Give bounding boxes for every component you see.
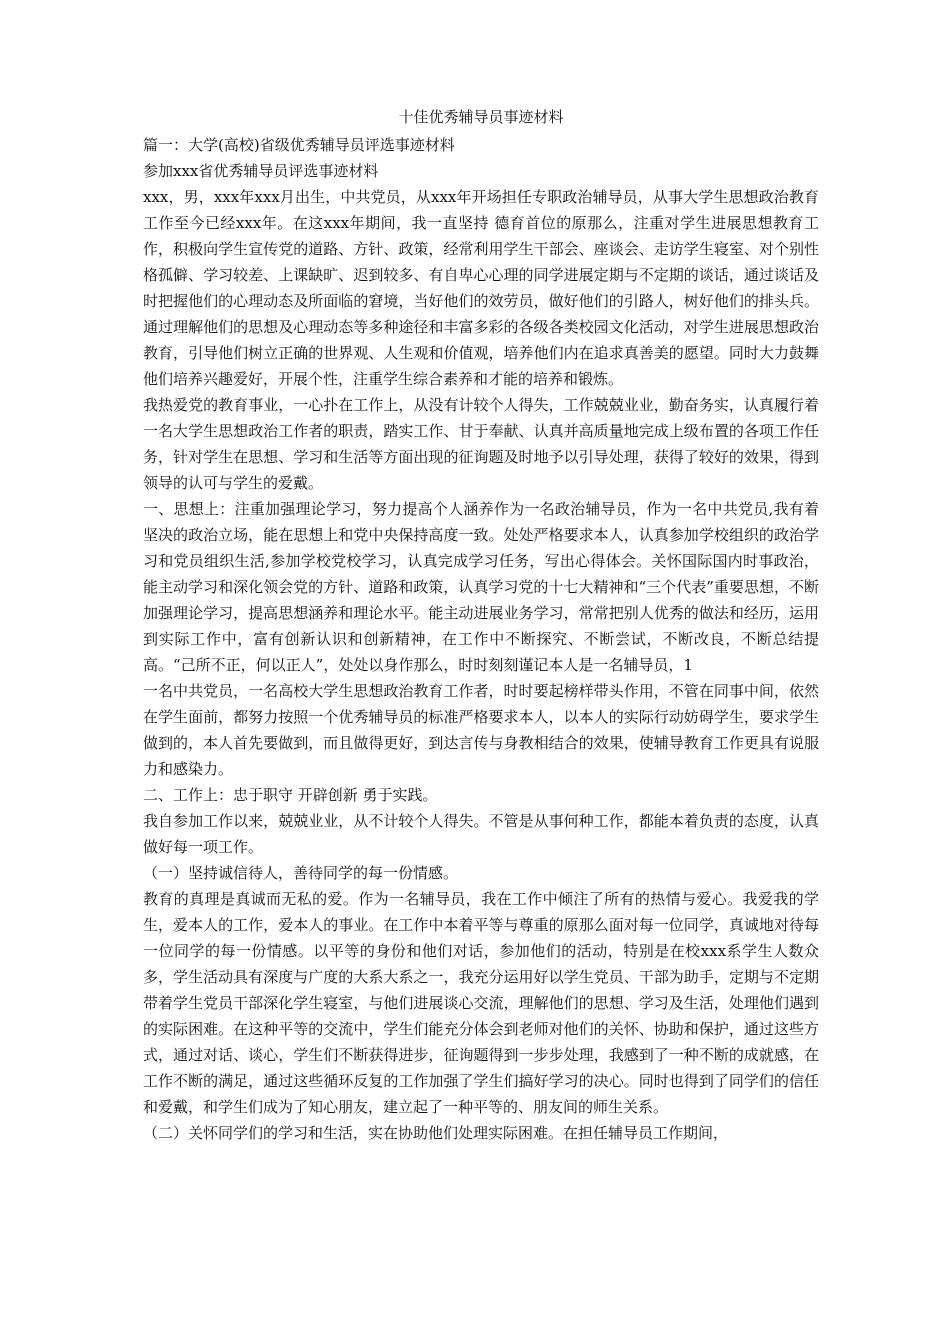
paragraph-subsection-one-heading: （一）坚持诚信待人，善待同学的每一份情感。 <box>143 864 459 882</box>
paragraph-section-thought: 一、思想上：注重加强理论学习，努力提高个人涵养作为一名政治辅导员，作为一名中共党员,我有着坚决的政治立场，能在思想上和党中央保持高度一致。处处严格要求本人，认真参加学校组织的政治学习和党员组织生活,参加学校党校学习，认真完成学习任务，写出心得体会。关怀国际国内时事政治，能主动学习和深化领会党的方针、道路和政策，认真学习党的十七大精神和“三个代表”重要思想，不断加强理论学习，提高思想涵养和理论水平。能主动进展业务学习，常常把别人优秀的做法和经历，运用到实际工作中，富有创新认识和创新精神，在工作中不断探究、不断尝试，不断改良，不断总结提高。“己所不正，何以正人”，处处以身作那么，时时刻刻谨记本人是一名辅导员，1 <box>143 500 819 674</box>
paragraph-work-attitude: 我自参加工作以来，兢兢业业，从不计较个人得失。不管是从事何种工作，都能本着负责的态度，认真做好每一项工作。 <box>143 812 819 856</box>
paragraph-intro: xxx，男，xxx年xxx月出生，中共党员，从xxx年开场担任专职政治辅导员，从事大学生思想政治教育工作至今已经xxx年。在这xxx年期间，我一直坚持 德育首位的原那么，注重对学生进展思想教育工作，积极向学生宣传党的道路、方针、政策，经常利用学生干部会、座谈会、走访学生寝室、对个别性格孤僻、学习较差、上课缺旷、迟到较多、有自卑心心理的同学进展定期与不定期的谈话，通过谈话及时把握他们的心理动态及所面临的窘境，当好他们的效劳员，做好他们的引路人，树好他们的排头兵。通过理解他们的思想及心理动态等多种途径和丰富多彩的各级各类校园文化活动，对学生进展思想政治教育，引导他们树立正确的世界观、人生观和价值观，培养他们内在追求真善美的愿望。同时大力鼓舞他们培养兴趣爱好，开展个性，注重学生综合素养和才能的培养和锻炼。 <box>143 188 819 388</box>
paragraph-sincere-love: 教育的真理是真诚而无私的爱。作为一名辅导员，我在工作中倾注了所有的热情与爱心。我爱我的学生，爱本人的工作，爱本人的事业。在工作中本着平等与尊重的原那么面对每一位同学，真诚地对待每一位同学的每一份情感。以平等的身份和他们对话，参加他们的活动，特别是在校xxx系学生人数众多，学生活动具有深度与广度的大系大系之一，我充分运用好以学生党员、干部为助手，定期与不定期带着学生党员干部深化学生寝室，与他们进展谈心交流，理解他们的思想、学习及生活，处理他们遇到的实际困难。在这种平等的交流中，学生们能充分体会到老师对他们的关怀、协助和保护，通过这些方式，通过对话、谈心，学生们不断获得进步，征询题得到一步步处理，我感到了一种不断的成就感，在工作不断的满足，通过这些循环反复的工作加强了学生们搞好学习的决心。同时也得到了同学们的信任和爱戴，和学生们成为了知心朋友，建立起了一种平等的、朋友间的师生关系。 <box>143 890 819 1116</box>
document-page <box>143 104 819 1146</box>
paragraph-section-work-heading: 二、工作上：忠于职守 开辟创新 勇于实践。 <box>143 786 438 804</box>
document-title: 十佳优秀辅导员事迹材料 <box>398 108 564 126</box>
paragraph-part-one-heading: 篇一：大学(高校)省级优秀辅导员评选事迹材料 <box>143 136 455 154</box>
paragraph-subsection-two-heading: （二）关怀同学们的学习和生活，实在协助他们处理实际困难。在担任辅导员工作期间， <box>143 1124 729 1142</box>
paragraph-party-member: 一名中共党员，一名高校大学生思想政治教育工作者，时时要起榜样带头作用，不管在同事中间，依然在学生面前，都努力按照一个优秀辅导员的标准严格要求本人，以本人的实际行动妨碍学生，要求学生做到的，本人首先要做到，而且做得更好，到达言传与身教相结合的效果，使辅导教育工作更具有说服力和感染力。 <box>143 682 819 778</box>
paragraph-subtitle: 参加xxx省优秀辅导员评选事迹材料 <box>143 162 379 180</box>
paragraph-dedication: 我热爱党的教育事业，一心扑在工作上，从没有计较个人得失，工作兢兢业业，勤奋务实，认真履行着一名大学生思想政治工作者的职责，踏实工作、甘于奉献、认真并高质量地完成上级布置的各项工作任务，针对学生在思想、学习和生活等方面出现的征询题及时地予以引导处理，获得了较好的效果，得到领导的认可与学生的爱戴。 <box>143 396 819 492</box>
